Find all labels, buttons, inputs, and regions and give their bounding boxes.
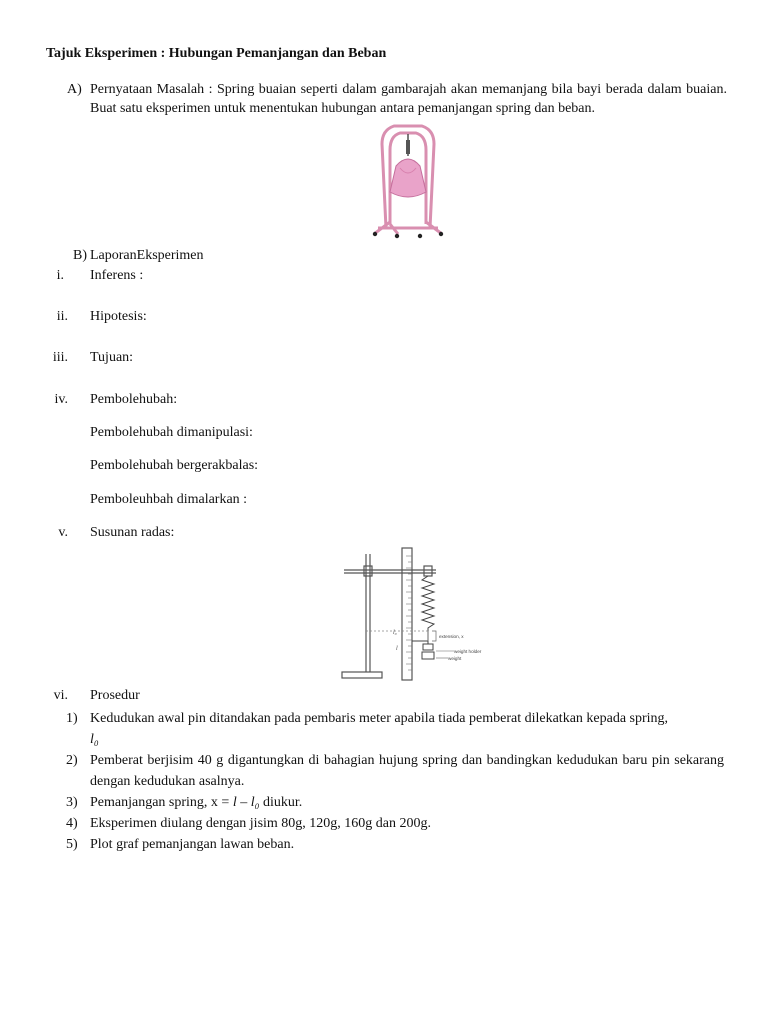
section-a [67,80,727,118]
label-weight: weight [448,656,462,661]
procedure-steps [60,708,724,855]
report-item-label: Tujuan: [90,350,134,365]
procedure-header [0,686,700,706]
step-number: 4) [66,816,78,831]
apparatus-diagram [336,544,486,684]
problem-statement: Pernyataan Masalah : Spring buaian seperti dalam gambarajah akan memanjang bila bayi berada dalam buaian. Buat satu eksperimen untuk menentukan hubungan antara pemanjangan spring dan beban. [90,82,727,116]
step-formula: l – l₀ [232,795,260,810]
step-number: 5) [66,837,78,852]
procedure-step [66,834,724,855]
report-item-label: Susunan radas: [90,525,175,540]
step-text: diukur. [262,795,303,810]
report-item-label: Hipotesis: [90,309,147,324]
report-item [0,266,700,286]
report-item-number: v. [58,525,68,540]
report-item-label: Pembolehubah dimanipulasi: [90,425,253,440]
baby-cradle-illustration [370,122,446,240]
step-text: Plot graf pemanjangan lawan beban. [90,837,295,852]
procedure-step [66,792,724,813]
report-item-number: iii. [52,350,68,365]
procedure-step [66,750,724,792]
page-title: Tajuk Eksperimen : Hubungan Pemanjangan dan Beban [46,46,387,61]
procedure-heading: Prosedur [90,688,140,703]
step-symbol-l0: l₀ [90,732,99,747]
section-a-label: A) [67,82,82,97]
step-text: Pemanjangan spring, x = [90,795,230,810]
step-text: Pemberat berjisim 40 g digantungkan di bahagian hujung spring dan bandingkan kedudukan baru pin sekarang dengan kedudukan asalnya. [90,753,724,789]
report-item-number: iv. [54,392,68,407]
procedure-step [66,813,724,834]
report-item-number: i. [56,268,64,283]
report-item-number: ii. [56,309,68,324]
section-b-label: B) [73,248,87,263]
section-b-header [67,246,767,266]
procedure-number: vi. [53,688,68,703]
report-item [0,348,700,368]
step-number: 1) [66,711,78,726]
report-subitem [0,490,700,510]
report-item-label: Inferens : [90,268,144,283]
label-l0: l₀ [393,630,397,636]
report-subitem [0,423,700,443]
report-item [0,523,700,543]
label-l: l [396,646,398,652]
report-item-label: Pembolehubah bergerakbalas: [90,458,259,473]
section-b-heading: LaporanEksperimen [90,248,204,263]
step-text: Eksperimen diulang dengan jisim 80g, 120g, 160g dan 200g. [90,816,432,831]
label-weight-holder: weight holder [454,649,482,654]
step-number: 2) [66,753,78,768]
report-item-label: Pembolehubah: [90,392,178,407]
report-item [0,390,700,410]
step-number: 3) [66,795,78,810]
label-extension: extension, x [439,634,464,639]
report-item-label: Pemboleuhbah dimalarkan : [90,492,248,507]
report-item [0,307,700,327]
step-text: Kedudukan awal pin ditandakan pada pembaris meter apabila tiada pemberat dilekatkan kepada spring, [90,711,669,726]
report-subitem [0,456,700,476]
procedure-step [66,708,724,750]
